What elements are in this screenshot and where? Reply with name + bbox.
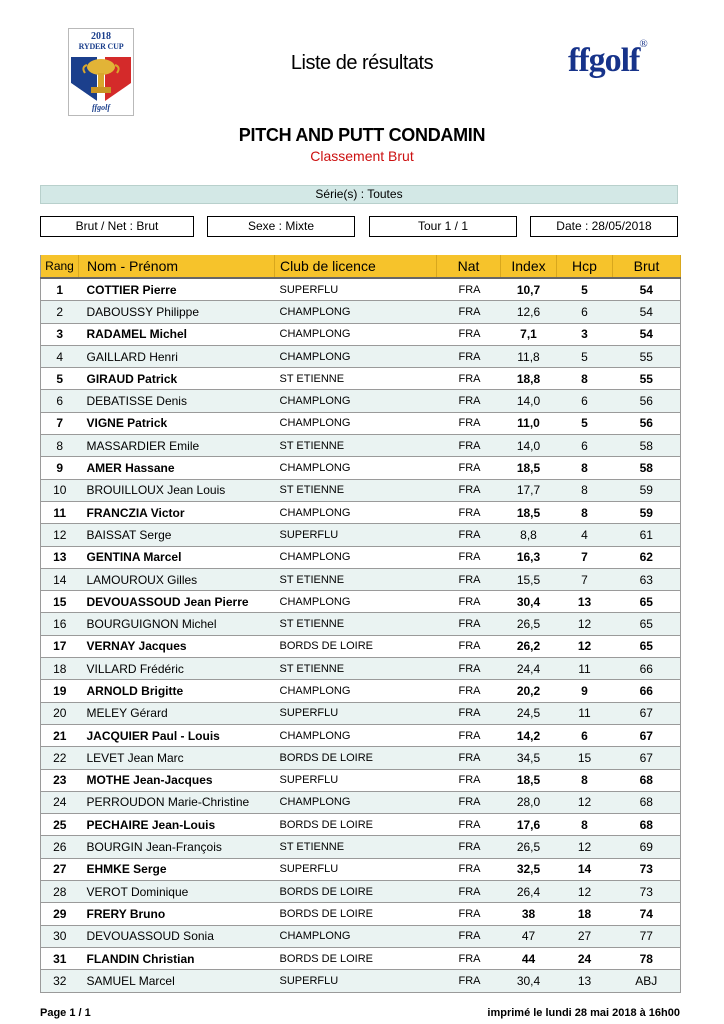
cell-nat: FRA xyxy=(437,881,501,903)
cell-brut: 59 xyxy=(613,479,681,501)
cell-brut: 66 xyxy=(613,658,681,680)
cell-nat: FRA xyxy=(437,858,501,880)
cell-rang: 11 xyxy=(41,501,79,523)
trophy-flag-icon xyxy=(71,53,131,105)
ryder-cup-logo xyxy=(68,28,134,116)
table-row xyxy=(41,903,681,925)
cell-nom: MOTHE Jean-Jacques xyxy=(79,769,275,791)
cell-index: 26,2 xyxy=(501,635,557,657)
cell-nom: LEVET Jean Marc xyxy=(79,747,275,769)
cell-nom: GAILLARD Henri xyxy=(79,345,275,367)
table-row xyxy=(41,881,681,903)
cell-nat: FRA xyxy=(437,390,501,412)
cell-nom: DEVOUASSOUD Sonia xyxy=(79,925,275,947)
cell-hcp: 12 xyxy=(557,613,613,635)
cell-brut: 54 xyxy=(613,301,681,323)
cell-index: 7,1 xyxy=(501,323,557,345)
cell-brut: 67 xyxy=(613,724,681,746)
table-row xyxy=(41,747,681,769)
cell-club: ST ETIENNE xyxy=(275,368,437,390)
cell-index: 15,5 xyxy=(501,568,557,590)
cell-index: 17,6 xyxy=(501,814,557,836)
cell-rang: 4 xyxy=(41,345,79,367)
cell-hcp: 13 xyxy=(557,591,613,613)
brut-net-box: Brut / Net : Brut xyxy=(40,216,194,237)
cell-rang: 12 xyxy=(41,524,79,546)
cell-club: SUPERFLU xyxy=(275,858,437,880)
cell-brut: 63 xyxy=(613,568,681,590)
cell-nat: FRA xyxy=(437,524,501,546)
cell-club: ST ETIENNE xyxy=(275,836,437,858)
table-row xyxy=(41,524,681,546)
cell-index: 11,8 xyxy=(501,345,557,367)
cell-nat: FRA xyxy=(437,278,501,301)
cell-nat: FRA xyxy=(437,435,501,457)
cell-nom: GIRAUD Patrick xyxy=(79,368,275,390)
cell-nom: LAMOUROUX Gilles xyxy=(79,568,275,590)
cell-index: 8,8 xyxy=(501,524,557,546)
table-row xyxy=(41,702,681,724)
cell-rang: 22 xyxy=(41,747,79,769)
cell-hcp: 8 xyxy=(557,769,613,791)
cell-club: CHAMPLONG xyxy=(275,546,437,568)
cell-index: 18,5 xyxy=(501,457,557,479)
cell-index: 47 xyxy=(501,925,557,947)
cell-nat: FRA xyxy=(437,501,501,523)
cell-brut: 61 xyxy=(613,524,681,546)
document-title: Liste de résultats xyxy=(290,52,434,74)
cell-nom: MELEY Gérard xyxy=(79,702,275,724)
cell-brut: 66 xyxy=(613,680,681,702)
col-header-rang: Rang xyxy=(41,255,79,278)
cell-rang: 5 xyxy=(41,368,79,390)
cell-index: 17,7 xyxy=(501,479,557,501)
cell-brut: 65 xyxy=(613,591,681,613)
cell-nom: VILLARD Frédéric xyxy=(79,658,275,680)
cell-club: CHAMPLONG xyxy=(275,591,437,613)
cell-nat: FRA xyxy=(437,925,501,947)
cell-nat: FRA xyxy=(437,323,501,345)
table-row xyxy=(41,546,681,568)
cell-hcp: 12 xyxy=(557,881,613,903)
cell-nat: FRA xyxy=(437,702,501,724)
cell-hcp: 24 xyxy=(557,947,613,969)
ranking-subtitle: Classement Brut xyxy=(310,148,414,164)
cell-club: CHAMPLONG xyxy=(275,457,437,479)
cell-nat: FRA xyxy=(437,814,501,836)
cell-rang: 24 xyxy=(41,791,79,813)
cell-nat: FRA xyxy=(437,836,501,858)
cell-hcp: 11 xyxy=(557,658,613,680)
cell-index: 18,5 xyxy=(501,501,557,523)
cell-nom: DEBATISSE Denis xyxy=(79,390,275,412)
cell-nat: FRA xyxy=(437,546,501,568)
cell-nom: BROUILLOUX Jean Louis xyxy=(79,479,275,501)
cell-rang: 32 xyxy=(41,970,79,992)
cell-nom: DABOUSSY Philippe xyxy=(79,301,275,323)
cell-nom: COTTIER Pierre xyxy=(79,278,275,301)
cell-nat: FRA xyxy=(437,568,501,590)
results-table xyxy=(40,255,681,993)
cell-hcp: 12 xyxy=(557,635,613,657)
cell-club: BORDS DE LOIRE xyxy=(275,747,437,769)
cell-rang: 19 xyxy=(41,680,79,702)
cell-nom: FRERY Bruno xyxy=(79,903,275,925)
cell-rang: 3 xyxy=(41,323,79,345)
table-header-row xyxy=(41,255,681,278)
cell-nat: FRA xyxy=(437,301,501,323)
cell-brut: ABJ xyxy=(613,970,681,992)
tour-box: Tour 1 / 1 xyxy=(369,216,517,237)
cell-brut: 65 xyxy=(613,613,681,635)
cell-club: CHAMPLONG xyxy=(275,791,437,813)
cell-hcp: 4 xyxy=(557,524,613,546)
cell-club: CHAMPLONG xyxy=(275,390,437,412)
col-header-hcp: Hcp xyxy=(557,255,613,278)
ffgolf-logo-text: ffgolf xyxy=(568,42,640,79)
cell-rang: 16 xyxy=(41,613,79,635)
cell-index: 14,0 xyxy=(501,390,557,412)
cell-index: 26,5 xyxy=(501,836,557,858)
cell-index: 18,8 xyxy=(501,368,557,390)
ffgolf-logo xyxy=(568,38,647,80)
cell-index: 14,2 xyxy=(501,724,557,746)
cell-hcp: 8 xyxy=(557,457,613,479)
cell-rang: 6 xyxy=(41,390,79,412)
cell-index: 12,6 xyxy=(501,301,557,323)
cell-club: CHAMPLONG xyxy=(275,925,437,947)
table-row xyxy=(41,568,681,590)
cell-nom: VIGNE Patrick xyxy=(79,412,275,434)
cell-nom: EHMKE Serge xyxy=(79,858,275,880)
cell-hcp: 13 xyxy=(557,970,613,992)
cell-hcp: 9 xyxy=(557,680,613,702)
cell-rang: 29 xyxy=(41,903,79,925)
table-row xyxy=(41,635,681,657)
cell-club: BORDS DE LOIRE xyxy=(275,635,437,657)
cell-nom: BOURGIN Jean-François xyxy=(79,836,275,858)
cell-brut: 68 xyxy=(613,769,681,791)
table-row xyxy=(41,858,681,880)
ryder-logo-name: RYDER CUP xyxy=(78,42,124,51)
registered-icon: ® xyxy=(639,38,647,50)
cell-hcp: 6 xyxy=(557,301,613,323)
cell-club: BORDS DE LOIRE xyxy=(275,881,437,903)
cell-club: ST ETIENNE xyxy=(275,568,437,590)
cell-club: BORDS DE LOIRE xyxy=(275,903,437,925)
table-row xyxy=(41,836,681,858)
print-date: imprimé le lundi 28 mai 2018 à 16h00 xyxy=(487,1007,680,1019)
cell-index: 30,4 xyxy=(501,591,557,613)
cell-brut: 73 xyxy=(613,858,681,880)
cell-brut: 58 xyxy=(613,457,681,479)
cell-brut: 56 xyxy=(613,390,681,412)
cell-nat: FRA xyxy=(437,658,501,680)
cell-index: 24,4 xyxy=(501,658,557,680)
cell-club: CHAMPLONG xyxy=(275,412,437,434)
cell-brut: 55 xyxy=(613,345,681,367)
cell-hcp: 8 xyxy=(557,479,613,501)
cell-brut: 62 xyxy=(613,546,681,568)
cell-nom: BOURGUIGNON Michel xyxy=(79,613,275,635)
table-row xyxy=(41,724,681,746)
cell-nom: PECHAIRE Jean-Louis xyxy=(79,814,275,836)
cell-brut: 77 xyxy=(613,925,681,947)
cell-rang: 30 xyxy=(41,925,79,947)
cell-rang: 7 xyxy=(41,412,79,434)
table-row xyxy=(41,368,681,390)
cell-hcp: 3 xyxy=(557,323,613,345)
cell-rang: 10 xyxy=(41,479,79,501)
cell-club: CHAMPLONG xyxy=(275,345,437,367)
cell-nat: FRA xyxy=(437,724,501,746)
cell-nat: FRA xyxy=(437,680,501,702)
cell-hcp: 8 xyxy=(557,814,613,836)
col-header-brut: Brut xyxy=(613,255,681,278)
cell-hcp: 11 xyxy=(557,702,613,724)
cell-index: 20,2 xyxy=(501,680,557,702)
cell-nom: FLANDIN Christian xyxy=(79,947,275,969)
cell-nat: FRA xyxy=(437,747,501,769)
col-header-club: Club de licence xyxy=(275,255,437,278)
cell-index: 44 xyxy=(501,947,557,969)
cell-nom: VEROT Dominique xyxy=(79,881,275,903)
cell-nat: FRA xyxy=(437,457,501,479)
cell-nom: FRANCZIA Victor xyxy=(79,501,275,523)
results-body xyxy=(41,278,681,992)
page-number: Page 1 / 1 xyxy=(40,1007,91,1019)
cell-club: BORDS DE LOIRE xyxy=(275,814,437,836)
table-row xyxy=(41,814,681,836)
cell-club: SUPERFLU xyxy=(275,769,437,791)
cell-brut: 54 xyxy=(613,323,681,345)
cell-rang: 1 xyxy=(41,278,79,301)
series-bar: Série(s) : Toutes xyxy=(40,185,678,204)
table-row xyxy=(41,769,681,791)
table-row xyxy=(41,345,681,367)
table-row xyxy=(41,390,681,412)
cell-club: CHAMPLONG xyxy=(275,323,437,345)
table-row xyxy=(41,457,681,479)
cell-brut: 58 xyxy=(613,435,681,457)
cell-club: ST ETIENNE xyxy=(275,435,437,457)
col-header-name: Nom - Prénom xyxy=(79,255,275,278)
cell-brut: 68 xyxy=(613,791,681,813)
cell-index: 10,7 xyxy=(501,278,557,301)
cell-nat: FRA xyxy=(437,345,501,367)
cell-hcp: 14 xyxy=(557,858,613,880)
cell-rang: 2 xyxy=(41,301,79,323)
cell-rang: 27 xyxy=(41,858,79,880)
cell-index: 16,3 xyxy=(501,546,557,568)
col-header-nat: Nat xyxy=(437,255,501,278)
cell-index: 30,4 xyxy=(501,970,557,992)
table-row xyxy=(41,591,681,613)
cell-hcp: 7 xyxy=(557,568,613,590)
cell-rang: 13 xyxy=(41,546,79,568)
table-row xyxy=(41,970,681,992)
cell-nom: MASSARDIER Emile xyxy=(79,435,275,457)
cell-nat: FRA xyxy=(437,635,501,657)
competition-title: PITCH AND PUTT CONDAMIN xyxy=(238,125,486,145)
cell-index: 26,4 xyxy=(501,881,557,903)
cell-rang: 21 xyxy=(41,724,79,746)
cell-nom: BAISSAT Serge xyxy=(79,524,275,546)
cell-hcp: 18 xyxy=(557,903,613,925)
cell-brut: 54 xyxy=(613,278,681,301)
cell-index: 34,5 xyxy=(501,747,557,769)
cell-club: CHAMPLONG xyxy=(275,680,437,702)
table-row xyxy=(41,479,681,501)
cell-hcp: 27 xyxy=(557,925,613,947)
table-row xyxy=(41,278,681,301)
cell-brut: 78 xyxy=(613,947,681,969)
cell-brut: 67 xyxy=(613,702,681,724)
cell-club: SUPERFLU xyxy=(275,702,437,724)
cell-index: 26,5 xyxy=(501,613,557,635)
table-row xyxy=(41,412,681,434)
cell-nom: AMER Hassane xyxy=(79,457,275,479)
cell-index: 14,0 xyxy=(501,435,557,457)
cell-nom: RADAMEL Michel xyxy=(79,323,275,345)
cell-nat: FRA xyxy=(437,970,501,992)
cell-rang: 31 xyxy=(41,947,79,969)
cell-rang: 23 xyxy=(41,769,79,791)
cell-hcp: 5 xyxy=(557,345,613,367)
cell-nat: FRA xyxy=(437,769,501,791)
cell-hcp: 6 xyxy=(557,435,613,457)
cell-hcp: 8 xyxy=(557,501,613,523)
cell-club: CHAMPLONG xyxy=(275,724,437,746)
cell-index: 18,5 xyxy=(501,769,557,791)
cell-club: CHAMPLONG xyxy=(275,301,437,323)
cell-nat: FRA xyxy=(437,613,501,635)
cell-index: 32,5 xyxy=(501,858,557,880)
ryder-logo-brand: ffgolf xyxy=(91,103,111,112)
cell-nat: FRA xyxy=(437,479,501,501)
cell-nom: PERROUDON Marie-Christine xyxy=(79,791,275,813)
cell-index: 24,5 xyxy=(501,702,557,724)
cell-index: 38 xyxy=(501,903,557,925)
col-header-index: Index xyxy=(501,255,557,278)
cell-index: 11,0 xyxy=(501,412,557,434)
cell-brut: 74 xyxy=(613,903,681,925)
cell-rang: 18 xyxy=(41,658,79,680)
cell-nat: FRA xyxy=(437,591,501,613)
cell-club: ST ETIENNE xyxy=(275,613,437,635)
cell-nom: GENTINA Marcel xyxy=(79,546,275,568)
cell-brut: 68 xyxy=(613,814,681,836)
cell-nom: JACQUIER Paul - Louis xyxy=(79,724,275,746)
table-row xyxy=(41,680,681,702)
cell-club: CHAMPLONG xyxy=(275,501,437,523)
cell-rang: 20 xyxy=(41,702,79,724)
cell-rang: 26 xyxy=(41,836,79,858)
table-row xyxy=(41,925,681,947)
ryder-logo-year: 2018 xyxy=(91,31,111,42)
cell-club: SUPERFLU xyxy=(275,970,437,992)
cell-rang: 25 xyxy=(41,814,79,836)
cell-hcp: 12 xyxy=(557,791,613,813)
date-box: Date : 28/05/2018 xyxy=(530,216,678,237)
cell-hcp: 6 xyxy=(557,724,613,746)
cell-nat: FRA xyxy=(437,791,501,813)
cell-nom: DEVOUASSOUD Jean Pierre xyxy=(79,591,275,613)
cell-index: 28,0 xyxy=(501,791,557,813)
cell-brut: 56 xyxy=(613,412,681,434)
cell-club: ST ETIENNE xyxy=(275,658,437,680)
cell-rang: 28 xyxy=(41,881,79,903)
table-row xyxy=(41,323,681,345)
cell-nom: SAMUEL Marcel xyxy=(79,970,275,992)
table-row xyxy=(41,301,681,323)
cell-nat: FRA xyxy=(437,412,501,434)
cell-club: SUPERFLU xyxy=(275,278,437,301)
cell-brut: 65 xyxy=(613,635,681,657)
cell-brut: 73 xyxy=(613,881,681,903)
table-row xyxy=(41,658,681,680)
cell-nom: ARNOLD Brigitte xyxy=(79,680,275,702)
cell-nat: FRA xyxy=(437,903,501,925)
cell-club: BORDS DE LOIRE xyxy=(275,947,437,969)
cell-hcp: 12 xyxy=(557,836,613,858)
cell-rang: 15 xyxy=(41,591,79,613)
cell-rang: 9 xyxy=(41,457,79,479)
cell-nat: FRA xyxy=(437,947,501,969)
cell-nat: FRA xyxy=(437,368,501,390)
cell-hcp: 6 xyxy=(557,390,613,412)
sexe-box: Sexe : Mixte xyxy=(207,216,355,237)
cell-club: SUPERFLU xyxy=(275,524,437,546)
cell-brut: 69 xyxy=(613,836,681,858)
cell-hcp: 15 xyxy=(557,747,613,769)
cell-rang: 14 xyxy=(41,568,79,590)
table-row xyxy=(41,613,681,635)
cell-rang: 17 xyxy=(41,635,79,657)
cell-rang: 8 xyxy=(41,435,79,457)
cell-brut: 55 xyxy=(613,368,681,390)
cell-hcp: 5 xyxy=(557,412,613,434)
table-row xyxy=(41,947,681,969)
cell-club: ST ETIENNE xyxy=(275,479,437,501)
table-row xyxy=(41,501,681,523)
table-row xyxy=(41,791,681,813)
cell-nom: VERNAY Jacques xyxy=(79,635,275,657)
cell-hcp: 5 xyxy=(557,278,613,301)
table-row xyxy=(41,435,681,457)
cell-brut: 67 xyxy=(613,747,681,769)
cell-brut: 59 xyxy=(613,501,681,523)
cell-hcp: 7 xyxy=(557,546,613,568)
cell-hcp: 8 xyxy=(557,368,613,390)
